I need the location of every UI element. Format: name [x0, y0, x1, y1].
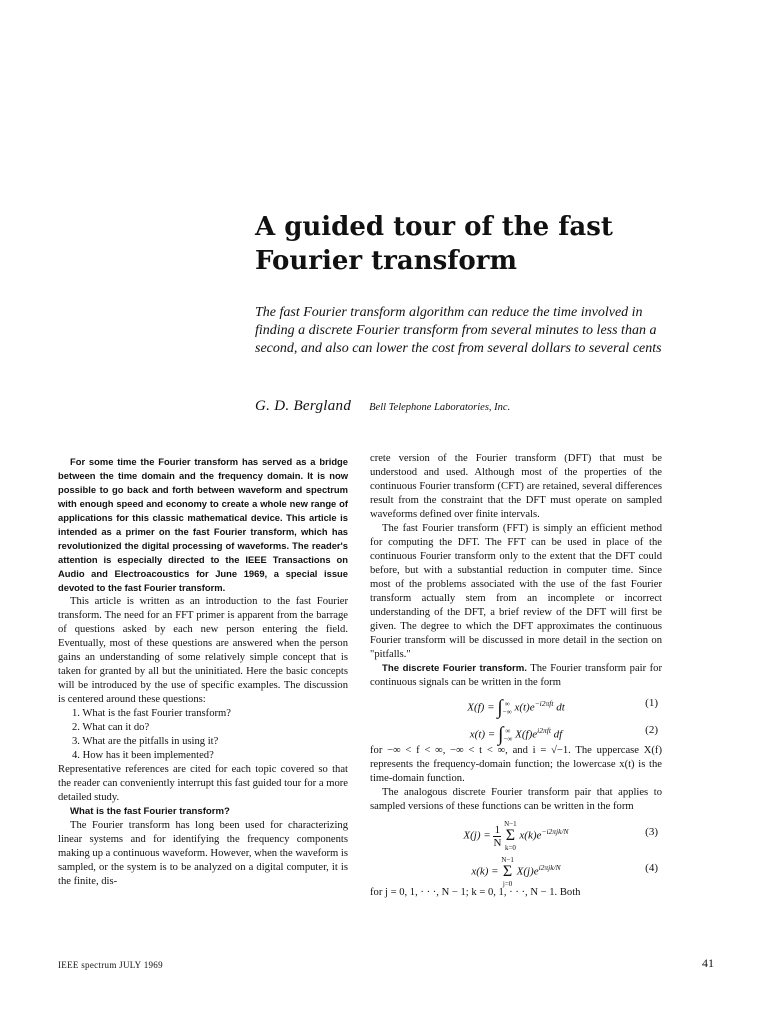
title-line-1: A guided tour of the fast — [255, 212, 613, 242]
intro-paragraph: This article is written as an introduction to the fast Fourier transform. The need for an FFT primer is apparent from the barrage of questions asked by each new person entering the field. Eventually, most of these questions are answered when the person gains an understanding of some relatively simple concept that is taken for granted by all but the uninitiated. Here the basic concepts will be introduced by the use of specific examples. The discussion is centered around these questions: — [58, 596, 348, 705]
left-column — [58, 455, 348, 889]
abstract: For some time the Fourier transform has served as a bridge between the time domain and the frequency domain. It is now possible to go back and forth between waveform and spectrum with enough speed and economy to create a whole new range of applications for this classic mathematical device. This article is intended as a primer on the fast Fourier transform, which has revolutionized the digital processing of waveforms. The reader's attention is especially directed to the IEEE Transactions on Audio and Electroacoustics for June 1969, a special issue devoted to the fast Fourier transform. — [58, 456, 348, 593]
question-list — [58, 707, 348, 763]
fft-paragraph: The fast Fourier transform (FFT) is simply an efficient method for computing the DFT. The FFT can be used in place of the continuous Fourier transform only to the extent that the DFT could before, but with a substantial reduction in computer time. Since most of the problems associated with the use of the fast Fourier transform actually stem from an incomplete or incorrect understanding of the DFT, a brief review of the DFT will first be given. The degree to which the DFT approximates the continuous Fourier transform will be discussed in more detail in the section on "pitfalls." — [370, 523, 662, 660]
equation-number: (1) — [645, 697, 658, 709]
equation-3: X(j) = 1 N N−1 Σ k=0 $x(k)e^{-i2\pi jk/N}$ (3) — [370, 814, 662, 850]
question-item: 2. What can it do? — [72, 722, 150, 733]
author-name: G. D. Bergland — [255, 398, 352, 414]
equation-1: X(f) = ∫ ∞ −∞ $x(t)e^{-i2\pi ft}$ dt (1) — [370, 690, 662, 717]
question-item: 1. What is the fast Fourier transform? — [72, 708, 231, 719]
equation-number: (2) — [645, 724, 658, 736]
article-title — [255, 210, 735, 278]
dft-inline-text: The Fourier transform pair for continuous signals can be written in the form — [370, 663, 663, 688]
question-item: 3. What are the pitfalls in using it? — [72, 736, 219, 747]
byline — [255, 397, 735, 415]
section-paragraph: The Fourier transform has long been used for characterizing linear systems and for identifying the frequency components making up a continuous waveform. However, when the waveform is sampled, or the system is to be analyzed on a digital computer, it is the finite, dis- — [58, 820, 348, 887]
equation-2: x(t) = ∫ ∞ −∞ $X(f)e^{i2\pi ft}$ df (2) — [370, 717, 662, 744]
continued-paragraph: crete version of the Fourier transform (DFT) that must be understood and used. Although most of the properties of the continuous Fourier transform (CFT) are retained, several differences result from the constraint that the DFT must operate on sampled waveforms defined over finite intervals. — [370, 453, 662, 520]
index-range-paragraph: for j = 0, 1, · · ·, N − 1; k = 0, 1, · · ·, N − 1. Both — [370, 887, 581, 898]
question-item: 4. How has it been implemented? — [72, 750, 214, 761]
article-subtitle: The fast Fourier transform algorithm can reduce the time involved in finding a discrete Fourier transform from several minutes to less than a second, and also can lower the cost from several dollars to several cents — [255, 305, 662, 356]
footer-journal: IEEE spectrum JULY 1969 — [58, 960, 163, 970]
title-line-2: Fourier transform — [255, 246, 517, 276]
equation-number: (4) — [645, 862, 658, 874]
equation-number: (3) — [645, 826, 658, 838]
right-column — [370, 452, 662, 900]
author-affiliation: Bell Telephone Laboratories, Inc. — [369, 402, 511, 413]
references-paragraph: Representative references are cited for each topic covered so that the reader can conveniently interrupt this fast guided tour for a more detailed study. — [58, 764, 348, 803]
section-heading: What is the fast Fourier transform? — [70, 806, 230, 817]
dft-paragraph — [370, 662, 662, 690]
discrete-pair-paragraph: The analogous discrete Fourier transform pair that applies to sampled versions of these functions can be written in the form — [370, 787, 662, 812]
equation-4: x(k) = N−1 Σ j=0 $X(j)e^{i2\pi jk/N}$ (4) — [370, 850, 662, 886]
dft-inline-heading: The discrete Fourier transform. — [382, 663, 527, 674]
page-number: 41 — [702, 956, 714, 970]
domain-paragraph: for −∞ < f < ∞, −∞ < t < ∞, and i = √−1. The uppercase X(f) represents the frequency-domain function; the lowercase x(t) is the time-domain function. — [370, 745, 662, 784]
